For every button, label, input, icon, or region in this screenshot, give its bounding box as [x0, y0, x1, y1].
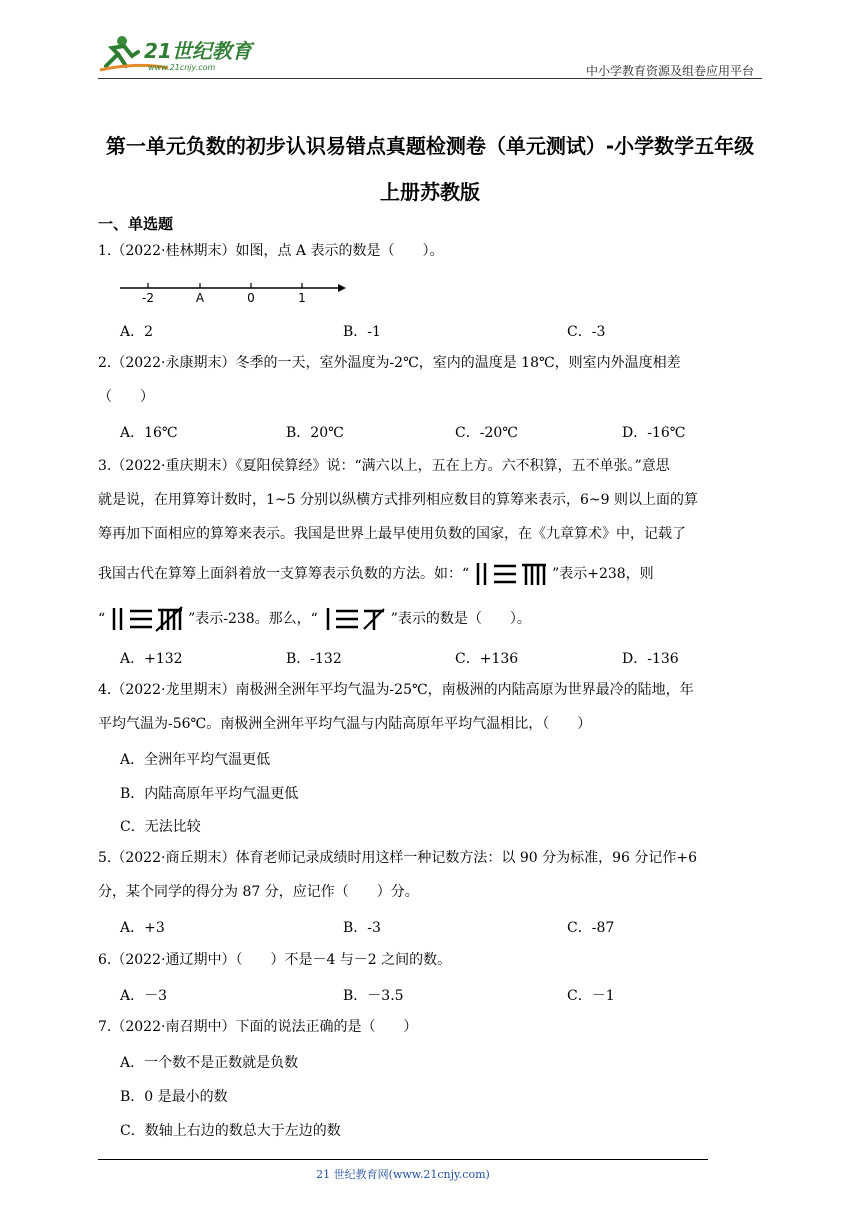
- footer-divider: [98, 1159, 708, 1160]
- option-d[interactable]: D．-136: [622, 651, 679, 667]
- option-c[interactable]: C．－1: [567, 988, 615, 1004]
- question-2: 2.（2022·永康期末）冬季的一天，室外温度为-2℃，室内的温度是 18℃，则室内外温度相差 （ ）: [98, 355, 681, 405]
- option-a[interactable]: A．+132: [120, 651, 183, 667]
- footer-link[interactable]: 21 世纪教育网(www.21cnjy.com): [316, 1168, 490, 1181]
- option-d[interactable]: D．-16℃: [622, 425, 686, 441]
- option-c[interactable]: C．数轴上右边的数总大于左边的数: [120, 1123, 341, 1139]
- page-title-line2: 上册苏教版: [380, 180, 480, 204]
- question-4: 4.（2022·龙里期末）南极洲全洲年平均气温为-25℃，南极洲的内陆高原为世界最冷的陆地，年 平均气温为-56℃。南极洲全洲年平均气温与内陆高原年平均气温相比，（ ）: [98, 682, 694, 732]
- tick-label: A: [195, 291, 205, 304]
- option-b[interactable]: B．内陆高原年平均气温更低: [120, 786, 299, 802]
- option-c[interactable]: C．无法比较: [120, 819, 201, 835]
- option-a[interactable]: A．2: [120, 324, 154, 340]
- option-a[interactable]: A．+3: [120, 920, 165, 936]
- option-b[interactable]: B．0 是最小的数: [120, 1089, 228, 1105]
- option-c[interactable]: C．-3: [567, 324, 606, 340]
- option-c[interactable]: C．-20℃: [455, 425, 518, 441]
- runner-logo-icon: [98, 32, 258, 74]
- tick-label: -2: [142, 291, 154, 304]
- number-line-figure: [118, 276, 350, 304]
- option-c[interactable]: C．+136: [455, 651, 519, 667]
- option-b[interactable]: B．20℃: [286, 425, 344, 441]
- page-title-line1: 第一单元负数的初步认识易错点真题检测卷（单元测试）-小学数学五年级: [105, 134, 755, 158]
- option-b[interactable]: B．-132: [286, 651, 342, 667]
- option-a[interactable]: A．一个数不是正数就是负数: [120, 1055, 299, 1071]
- arrow-icon: [338, 284, 346, 292]
- tick-label: 1: [298, 291, 306, 304]
- question-6: 6.（2022·通辽期中）（ ）不是－4 与－2 之间的数。: [98, 952, 452, 968]
- question-7: 7.（2022·南召期中）下面的说法正确的是（ ）: [98, 1019, 418, 1035]
- svg-text:www.21cnjy.com: www.21cnjy.com: [148, 63, 216, 72]
- counting-rod-figure: [110, 605, 184, 633]
- option-b[interactable]: B．-1: [343, 324, 381, 340]
- option-c[interactable]: C．-87: [567, 920, 615, 936]
- section-heading: 一、单选题: [98, 215, 174, 233]
- logo: [98, 32, 258, 74]
- tick-label: 0: [247, 291, 255, 304]
- platform-label: 中小学教育资源及组卷应用平台: [585, 64, 754, 78]
- question-5: 5.（2022·商丘期末）体育老师记录成绩时用这样一种记数方法：以 90 分为标准，96 分记作+6 分，某个同学的得分为 87 分，应记作（ ）分。: [98, 850, 698, 900]
- option-b[interactable]: B．－3.5: [343, 988, 404, 1004]
- question-3: 3.（2022·重庆期末）《夏阳侯算经》说：“满六以上，五在上方。六不积算，五不单张。”意思 就是说，在用算筹计数时，1~5 分别以纵横方式排列相应数目的算筹来表示，6~9 则以上面的算 筹再加下面相应的算筹来表示。我国是世界上最早使用负数的国家，在《九章算术》中，记载了 我国古代在算筹上面斜着放一支算筹表示负数的方法。如：“ ”表示+238，则 “ ”表示-238。那么，“ ”表示的数是（ ）。: [98, 449, 766, 641]
- option-a[interactable]: A．全洲年平均气温更低: [120, 752, 271, 768]
- page-header: [98, 28, 762, 78]
- question-1: 1.（2022·桂林期末）如图，点 A 表示的数是（ ）。: [98, 243, 444, 259]
- header-divider: [98, 78, 762, 79]
- svg-text:21世纪教育: 21世纪教育: [144, 39, 252, 63]
- counting-rod-figure: [322, 605, 386, 633]
- counting-rod-figure: [474, 560, 548, 588]
- option-a[interactable]: A．－3: [120, 988, 168, 1004]
- option-b[interactable]: B．-3: [343, 920, 381, 936]
- option-a[interactable]: A．16℃: [120, 425, 178, 441]
